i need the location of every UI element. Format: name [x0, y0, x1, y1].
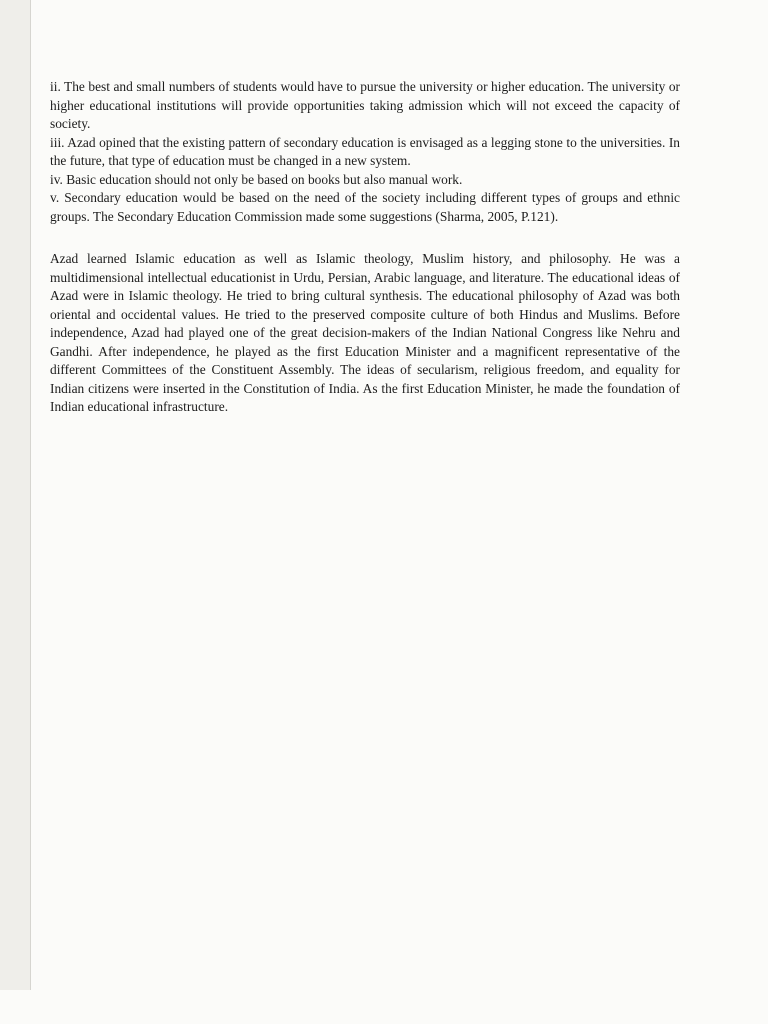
list-item-ii: ii. The best and small numbers of students would have to pursue the university or higher education. The university or higher educational institutions will provide opportunities taking admission which will not exceed the capacity of society. [50, 79, 680, 131]
body-paragraph: Azad learned Islamic education as well as Islamic theology, Muslim history, and philosophy. He was a multidimensional intellectual educationist in Urdu, Persian, Arabic language, and literature. The educational ideas of Azad were in Islamic theology. He tried to bring cultural synthesis. The educational philosophy of Azad was both oriental and occidental values. He tried to the preserved composite culture of both Hindus and Muslims. Before independence, Azad had played one of the great decision-makers of the Indian National Congress like Nehru and Gandhi. After independence, he played as the first Education Minister and a magnificent representative of the different Committees of the Constituent Assembly. The ideas of secularism, religious freedom, and equality for Indian citizens were inserted in the Constitution of India. As the first Education Minister, he made the foundation of Indian educational infrastructure. [50, 251, 680, 414]
page-binding-edge [0, 0, 31, 990]
recommendation-list [50, 78, 680, 226]
list-item-iv: iv. Basic education should not only be based on books but also manual work. [50, 171, 463, 187]
list-item-v: v. Secondary education would be based on the need of the society including different types of groups and ethnic groups. The Secondary Education Commission made some suggestions (Sharma, 2005, P.121). [50, 190, 680, 224]
page-content [50, 78, 680, 417]
list-item-iii: iii. Azad opined that the existing pattern of secondary education is envisaged as a legging stone to the universities. In the future, that type of education must be changed in a new system. [50, 134, 680, 168]
